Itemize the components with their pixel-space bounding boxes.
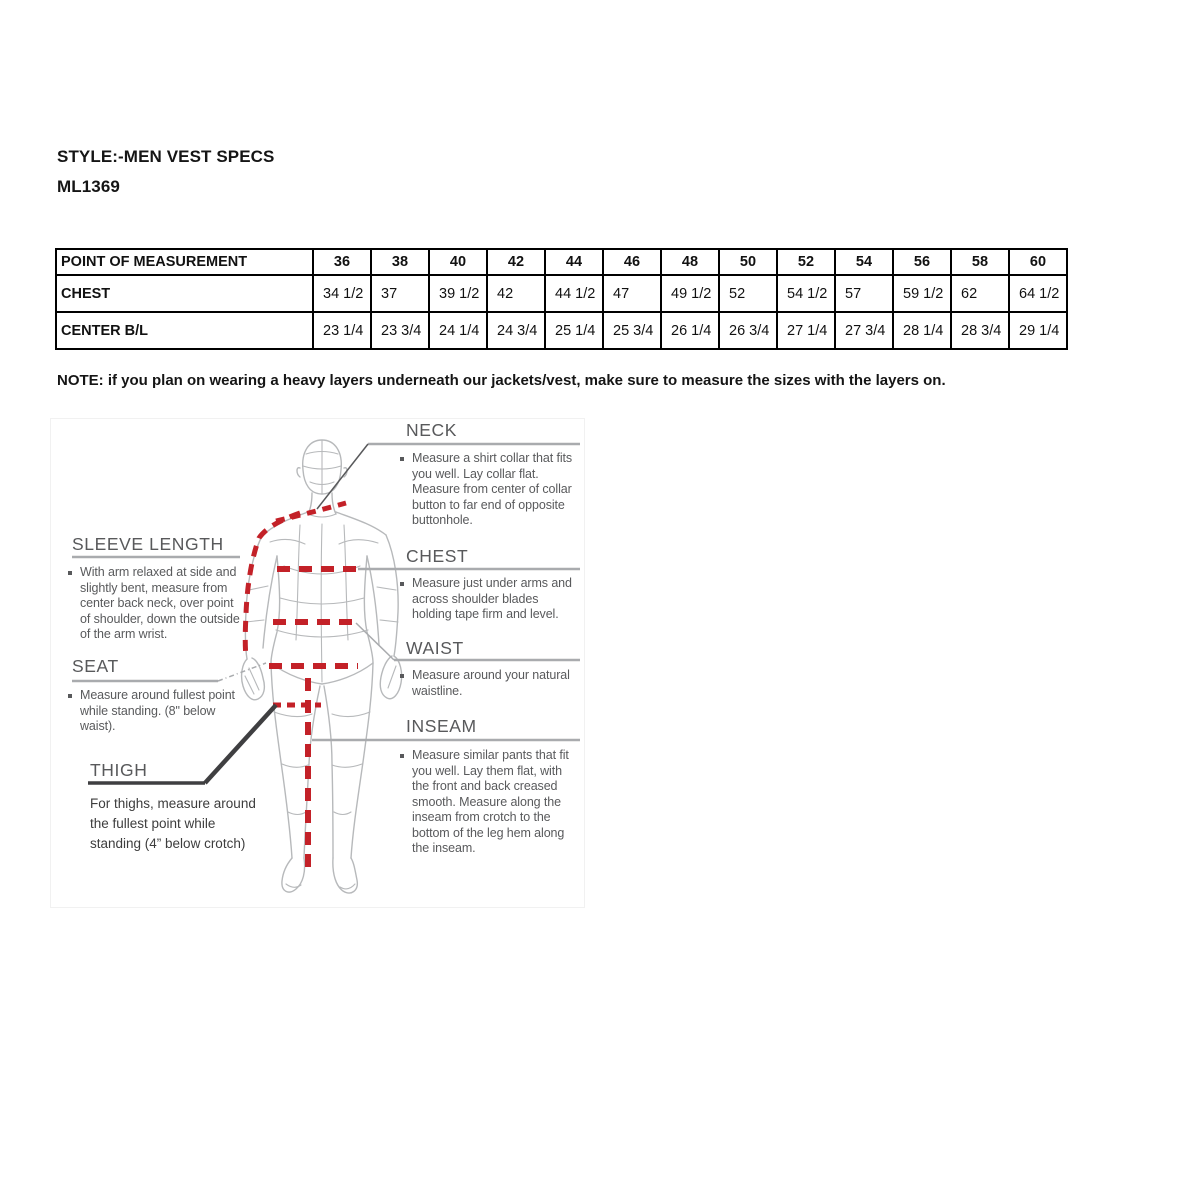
size-value-cell: 28 1/4 bbox=[893, 312, 951, 349]
row-label: CENTER B/L bbox=[56, 312, 313, 349]
table-header-size: 40 bbox=[429, 249, 487, 275]
section-sleeve-length bbox=[66, 534, 246, 643]
size-value-cell: 34 1/2 bbox=[313, 275, 371, 312]
section-thigh bbox=[86, 760, 258, 854]
square-bullet-icon bbox=[400, 582, 404, 586]
square-bullet-icon bbox=[68, 694, 72, 698]
size-value-cell: 24 3/4 bbox=[487, 312, 545, 349]
size-value-cell: 47 bbox=[603, 275, 661, 312]
table-header-size: 52 bbox=[777, 249, 835, 275]
size-value-cell: 28 3/4 bbox=[951, 312, 1009, 349]
square-bullet-icon bbox=[400, 754, 404, 758]
size-value-cell: 26 1/4 bbox=[661, 312, 719, 349]
table-header-size: 50 bbox=[719, 249, 777, 275]
table-header-size: 46 bbox=[603, 249, 661, 275]
size-value-cell: 49 1/2 bbox=[661, 275, 719, 312]
section-chest bbox=[398, 546, 580, 623]
section-description: Measure just under arms and across shoulder blades holding tape firm and level. bbox=[412, 576, 572, 621]
section-title: SEAT bbox=[72, 656, 119, 676]
section-title: NECK bbox=[406, 420, 458, 440]
size-value-cell: 64 1/2 bbox=[1009, 275, 1067, 312]
size-value-cell: 54 1/2 bbox=[777, 275, 835, 312]
size-value-cell: 62 bbox=[951, 275, 1009, 312]
size-value-cell: 42 bbox=[487, 275, 545, 312]
section-neck bbox=[398, 420, 580, 529]
size-value-cell: 29 1/4 bbox=[1009, 312, 1067, 349]
section-description: Measure similar pants that fit you well. Lay them flat, with the front and back creased smooth. Measure along the inseam from crotch to the bottom of the leg hem along the inseam. bbox=[412, 748, 569, 855]
size-value-cell: 23 3/4 bbox=[371, 312, 429, 349]
row-label: CHEST bbox=[56, 275, 313, 312]
size-value-cell: 24 1/4 bbox=[429, 312, 487, 349]
table-header-size: 56 bbox=[893, 249, 951, 275]
section-description: Measure around your natural waistline. bbox=[412, 668, 570, 698]
table-header-size: 36 bbox=[313, 249, 371, 275]
size-value-cell: 57 bbox=[835, 275, 893, 312]
style-title: STYLE:-MEN VEST SPECS bbox=[57, 147, 275, 166]
section-title: INSEAM bbox=[406, 716, 477, 736]
section-inseam bbox=[398, 716, 580, 857]
size-value-cell: 59 1/2 bbox=[893, 275, 951, 312]
table-row bbox=[56, 312, 1067, 349]
size-value-cell: 25 3/4 bbox=[603, 312, 661, 349]
size-value-cell: 39 1/2 bbox=[429, 275, 487, 312]
section-seat bbox=[66, 656, 246, 735]
size-value-cell: 52 bbox=[719, 275, 777, 312]
section-description: Measure a shirt collar that fits you well. Lay collar flat. Measure from center of collar button to far end of opposite buttonhole. bbox=[412, 451, 573, 527]
square-bullet-icon bbox=[400, 674, 404, 678]
section-description: With arm relaxed at side and slightly bent, measure from center back neck, over point of shoulder, down the outside of the arm wrist. bbox=[80, 565, 240, 641]
section-title: SLEEVE LENGTH bbox=[72, 534, 224, 554]
section-title: CHEST bbox=[406, 546, 469, 566]
table-header-size: 44 bbox=[545, 249, 603, 275]
note-text: NOTE: if you plan on wearing a heavy layers underneath our jackets/vest, make sure to measure the sizes with the layers on. bbox=[57, 372, 946, 389]
size-value-cell: 27 1/4 bbox=[777, 312, 835, 349]
section-description: For thighs, measure around the fullest point while standing (4” below crotch) bbox=[90, 796, 256, 851]
size-value-cell: 25 1/4 bbox=[545, 312, 603, 349]
section-title: THIGH bbox=[90, 760, 148, 780]
table-header-size: 48 bbox=[661, 249, 719, 275]
table-header-label: POINT OF MEASUREMENT bbox=[56, 249, 313, 275]
size-value-cell: 44 1/2 bbox=[545, 275, 603, 312]
table-header-size: 38 bbox=[371, 249, 429, 275]
table-header-size: 58 bbox=[951, 249, 1009, 275]
table-header-size: 54 bbox=[835, 249, 893, 275]
section-title: WAIST bbox=[406, 638, 464, 658]
table-row bbox=[56, 275, 1067, 312]
size-value-cell: 23 1/4 bbox=[313, 312, 371, 349]
style-code: ML1369 bbox=[57, 177, 120, 196]
section-description: Measure around fullest point while standing. (8" below waist). bbox=[80, 688, 235, 733]
size-value-cell: 37 bbox=[371, 275, 429, 312]
square-bullet-icon bbox=[400, 457, 404, 461]
size-value-cell: 27 3/4 bbox=[835, 312, 893, 349]
square-bullet-icon bbox=[68, 571, 72, 575]
size-value-cell: 26 3/4 bbox=[719, 312, 777, 349]
table-header-size: 60 bbox=[1009, 249, 1067, 275]
section-waist bbox=[398, 638, 580, 699]
table-header-size: 42 bbox=[487, 249, 545, 275]
size-table bbox=[55, 248, 1068, 350]
